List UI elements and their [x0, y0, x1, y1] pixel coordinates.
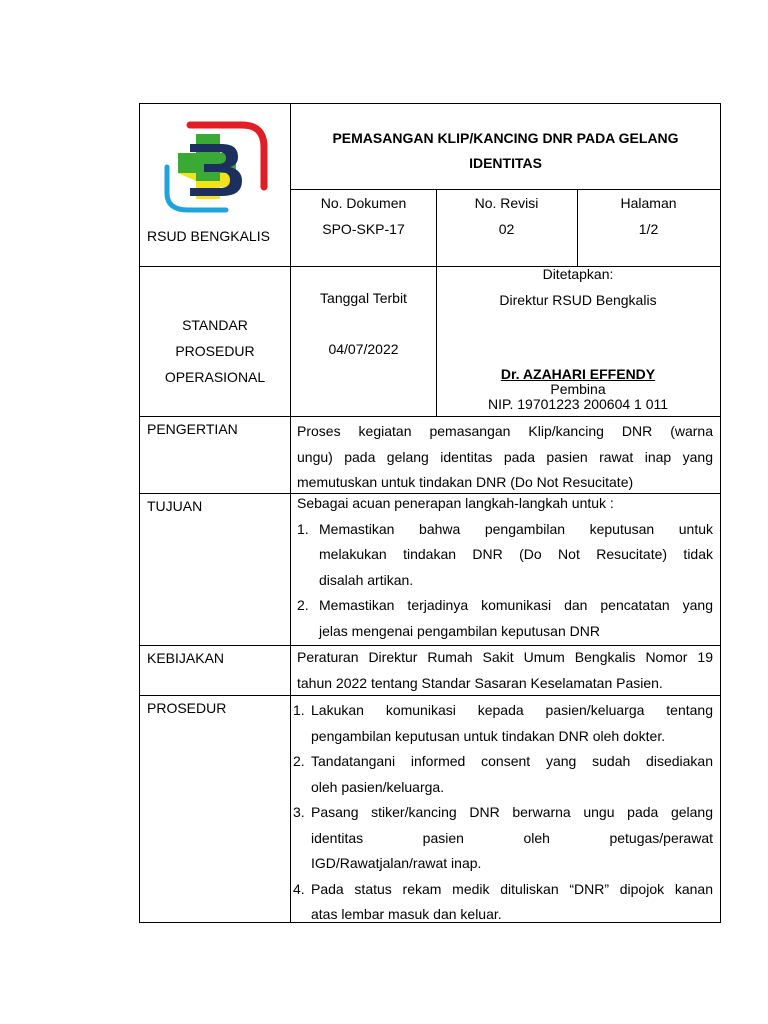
list-number: 2.	[293, 753, 305, 769]
list-line: pengambilan keputusan untuk tindakan DNR oleh dokter.	[311, 727, 666, 744]
list-line: Tandatangani informed consent yang sudah disediakan	[311, 753, 713, 769]
pengertian-line-2: ungu) pada gelang identitas pada pasien rawat inap yang	[297, 448, 713, 465]
kebijakan-label: KEBIJAKAN	[147, 650, 225, 666]
section-kebijakan	[139, 645, 721, 695]
revision-value: 02	[498, 221, 515, 237]
sop-label-cell	[140, 267, 291, 416]
pengertian-label: PENGERTIAN	[147, 421, 238, 437]
doc-number-value: SPO-SKP-17	[322, 221, 405, 237]
doc-number-cell	[291, 190, 436, 242]
section-prosedur	[139, 695, 721, 923]
list-line: Pasang stiker/kancing DNR berwarna ungu pada gelang	[311, 804, 713, 820]
sop-line-3: OPERASIONAL	[164, 369, 266, 385]
list-number: 2.	[297, 597, 309, 613]
list-number: 1.	[293, 702, 305, 718]
page-label: Halaman	[620, 195, 677, 211]
approved-label: Ditetapkan:	[542, 266, 614, 282]
list-line: jelas mengenai pengambilan keputusan DNR	[319, 622, 600, 639]
pengertian-line-3: memutuskan untuk tindakan DNR (Do Not Resucitate)	[297, 474, 634, 490]
approval-row	[139, 266, 721, 416]
list-number: 3.	[293, 804, 305, 820]
list-line: disalah artikan.	[319, 571, 414, 588]
tujuan-text	[297, 491, 713, 644]
pengertian-line-1: Proses kegiatan pemasangan Klip/kancing DNR (warna	[297, 423, 713, 439]
list-number: 4.	[293, 880, 305, 897]
list-item	[293, 698, 713, 749]
tujuan-label: TUJUAN	[147, 498, 203, 514]
list-item	[297, 517, 713, 594]
list-line: IGD/Rawatjalan/rawat inap.	[311, 855, 482, 871]
prosedur-text	[293, 698, 713, 928]
tujuan-intro: Sebagai acuan penerapan langkah-langkah untuk :	[297, 495, 614, 511]
document-title	[291, 126, 720, 176]
page-cell	[577, 190, 720, 242]
pengertian-text	[297, 419, 713, 496]
sop-document	[139, 103, 721, 923]
list-line: oleh pasien/keluarga.	[311, 778, 445, 795]
director-name: Dr. AZAHARI EFFENDY	[500, 366, 656, 382]
section-pengertian	[139, 416, 721, 493]
rsud-bengkalis-logo	[160, 117, 270, 215]
director-title: Direktur RSUD Bengkalis	[499, 292, 657, 308]
header-row	[139, 103, 721, 266]
prosedur-label: PROSEDUR	[147, 700, 227, 716]
revision-cell	[436, 190, 577, 242]
hospital-name: RSUD BENGKALIS	[147, 228, 270, 244]
list-line: Pada status rekam medik dituliskan “DNR” dipojok kanan	[311, 880, 713, 897]
kebijakan-line-2: tahun 2022 tentang Standar Sasaran Keselamatan Pasien.	[297, 674, 663, 691]
list-line: Memastikan terjadinya komunikasi dan pencatatan yang	[319, 597, 713, 613]
list-item	[293, 800, 713, 877]
issue-date: 04/07/2022	[328, 341, 399, 357]
sop-line-1: STANDAR	[182, 317, 248, 333]
sop-label	[140, 312, 290, 390]
list-number: 1.	[297, 520, 309, 537]
list-line: identitas pasien oleh petugas/perawat	[311, 829, 713, 846]
title-line-2: IDENTITAS	[469, 155, 542, 171]
issue-label: Tanggal Terbit	[320, 290, 407, 306]
list-item	[293, 749, 713, 800]
director-rank: Pembina	[550, 381, 606, 397]
title-line-1: PEMASANGAN KLIP/KANCING DNR PADA GELANG	[332, 130, 679, 146]
sop-line-2: PROSEDUR	[175, 343, 255, 359]
list-item	[293, 877, 713, 928]
director-nip: NIP. 19701223 200604 1 011	[487, 396, 669, 412]
doc-number-label: No. Dokumen	[320, 195, 407, 211]
list-item	[297, 593, 713, 644]
kebijakan-text	[297, 645, 713, 696]
page-value: 1/2	[638, 221, 659, 237]
revision-label: No. Revisi	[474, 195, 539, 211]
kebijakan-line-1: Peraturan Direktur Rumah Sakit Umum Bengkalis Nomor 19	[297, 649, 713, 665]
list-line: melakukan tindakan DNR (Do Not Resucitate) tidak	[319, 546, 713, 562]
list-line: Memastikan bahwa pengambilan keputusan untuk	[319, 520, 713, 537]
list-line: Lakukan komunikasi kepada pasien/keluarga tentang	[311, 702, 713, 718]
logo-cell	[140, 104, 291, 266]
section-tujuan	[139, 493, 721, 645]
list-line: atas lembar masuk dan keluar.	[311, 906, 502, 922]
